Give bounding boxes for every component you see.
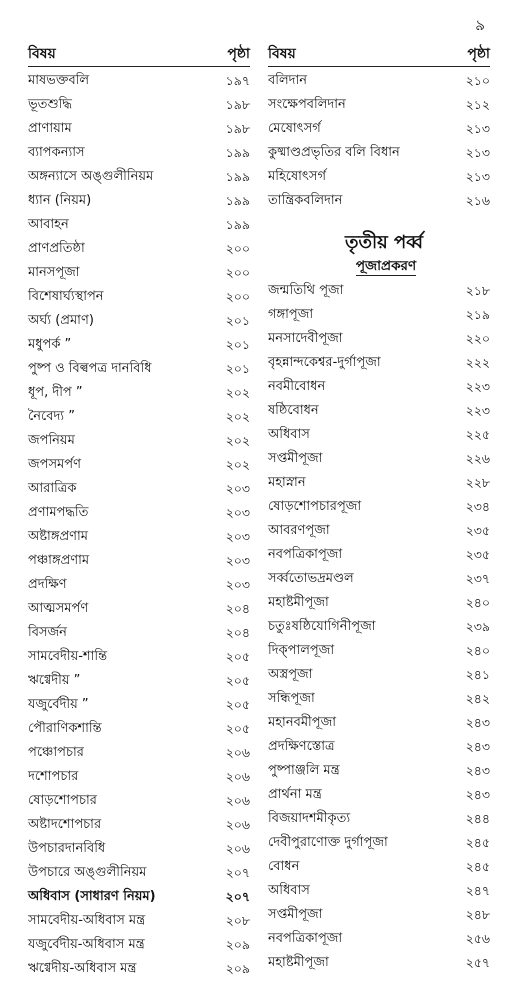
toc-entry: [28, 309, 250, 333]
entry-page: ২২৬: [465, 451, 490, 466]
entry-title: পুষ্প ও বিল্বপত্র দানবিধি: [28, 361, 152, 376]
entry-title: প্রাণায়াম: [28, 121, 72, 136]
entry-title: বৃহন্নান্দকেশ্বর-দুর্গাপূজা: [268, 355, 381, 370]
entry-title: বিসর্জন: [28, 625, 67, 640]
entry-title: মানসপূজা: [28, 265, 80, 280]
entry-title: আবরণপূজা: [268, 523, 330, 538]
entry-title: মাষভক্তবলি: [28, 73, 90, 88]
entry-page: ২০৬: [225, 817, 250, 832]
toc-entry: [28, 237, 250, 261]
toc-entry: [28, 117, 250, 141]
entry-page: ১৯৯: [225, 193, 250, 208]
entry-page: ২০৯: [225, 937, 250, 952]
entry-page: ২০১: [225, 337, 250, 352]
toc-entry: [268, 591, 490, 615]
entry-title: পৌরাণিকশান্তি: [28, 721, 102, 736]
toc-entry: [268, 543, 490, 567]
subject-header: বিষয়: [28, 46, 56, 62]
toc-entry: [28, 645, 250, 669]
toc-entry: [28, 861, 250, 885]
toc-entry: [28, 933, 250, 957]
toc-entry: [268, 615, 490, 639]
entry-title: আত্মসমর্পণ: [28, 601, 89, 616]
left-column-header: [28, 42, 250, 69]
entry-page: ১৯৮: [225, 97, 250, 112]
entry-page: ২০৭: [225, 889, 250, 904]
toc-entry: [28, 381, 250, 405]
entry-page: ২০৬: [225, 769, 250, 784]
entry-page: ২১৮: [465, 283, 490, 298]
entry-title: প্রণামপদ্ধতি: [28, 505, 89, 520]
entry-title: দেবীপুরাণোক্ত দুর্গাপূজা: [268, 835, 388, 850]
entry-page: ২২৩: [465, 379, 490, 394]
entry-page: ২২৫: [465, 427, 490, 442]
entry-page: ২১২: [465, 97, 490, 112]
entry-title: তান্ত্রিকবলিদান: [268, 193, 343, 208]
right-bottom-entry-list: [268, 279, 490, 975]
entry-title: ঋগ্বেদীয় ”: [28, 673, 81, 688]
toc-entry: [28, 549, 250, 573]
toc-entry: [28, 189, 250, 213]
toc-entry: [28, 429, 250, 453]
entry-page: ২০৫: [225, 649, 250, 664]
entry-page: ২৪৫: [465, 859, 490, 874]
entry-page: ২৪১: [465, 667, 490, 682]
toc-entry: [28, 717, 250, 741]
entry-page: ২২৮: [465, 475, 490, 490]
entry-title: মহাষ্টমীপূজা: [268, 595, 329, 610]
entry-title: ধ্যান (নিয়ম): [28, 193, 92, 208]
right-top-entry-list: [268, 69, 490, 213]
toc-entry: [28, 69, 250, 93]
entry-title: সর্ব্বতোভদ্রমণ্ডল: [268, 571, 354, 586]
entry-title: ভূতশুদ্ধি: [28, 97, 72, 112]
toc-entry: [28, 621, 250, 645]
toc-entry: [268, 687, 490, 711]
toc-entry: [268, 375, 490, 399]
toc-entry: [28, 525, 250, 549]
entry-page: ২০৪: [225, 601, 250, 616]
entry-page: ২১৬: [465, 193, 490, 208]
entry-title: পঞ্চাঙ্গপ্রণাম: [28, 553, 90, 568]
toc-entry: [268, 927, 490, 951]
toc-entry: [28, 669, 250, 693]
entry-page: ২০৩: [225, 577, 250, 592]
entry-title: অধিবাস: [268, 883, 310, 898]
entry-page: ১৯৯: [225, 169, 250, 184]
entry-page: ২০৮: [225, 913, 250, 928]
toc-entry: [28, 909, 250, 933]
entry-page: ২৩৭: [465, 571, 490, 586]
entry-title: মেষোৎসর্গ: [268, 121, 321, 136]
toc-entry: [28, 453, 250, 477]
entry-page: ২০৫: [225, 673, 250, 688]
entry-title: প্রার্থনা মন্ত্র: [268, 787, 322, 802]
page-header: পৃষ্ঠা: [227, 46, 250, 62]
toc-entry: [28, 477, 250, 501]
toc-entry: [28, 93, 250, 117]
entry-title: ঋগ্বেদীয়-অধিবাস মন্ত্র: [28, 961, 137, 976]
entry-title: নবমীবোধন: [268, 379, 326, 394]
entry-title: অঙ্গন্যাসে অঙ্গুলীনিয়ম: [28, 169, 154, 184]
entry-title: জপনিয়ম: [28, 433, 75, 448]
toc-entry: [268, 639, 490, 663]
entry-page: ২১০: [465, 73, 490, 88]
entry-title: বিজয়াদশমীকৃত্য: [268, 811, 351, 826]
entry-title: বোধন: [268, 859, 300, 874]
entry-title: গঙ্গাপূজা: [268, 307, 314, 322]
entry-page: ২০৭: [225, 865, 250, 880]
entry-page: ২৪৩: [465, 787, 490, 802]
toc-entry: [268, 879, 490, 903]
toc-entry: [28, 405, 250, 429]
entry-page: ২০১: [225, 361, 250, 376]
entry-page: ২০৯: [225, 961, 250, 976]
entry-page: ২০৩: [225, 529, 250, 544]
entry-title: জপসমর্পণ: [28, 457, 81, 472]
entry-page: ২০৫: [225, 721, 250, 736]
entry-title: অষ্টাদশোপচার: [28, 817, 102, 832]
entry-page: ২০৪: [225, 625, 250, 640]
toc-entry: [268, 141, 490, 165]
toc-entry: [28, 813, 250, 837]
toc-entry: [268, 327, 490, 351]
entry-title: নৈবেদ্য ”: [28, 409, 75, 424]
toc-entry: [28, 285, 250, 309]
toc-entry: [268, 759, 490, 783]
entry-title: নবপত্রিকাপূজা: [268, 547, 343, 562]
entry-title: অষ্টাঙ্গপ্রণাম: [28, 529, 88, 544]
entry-page: ২৫৭: [465, 955, 490, 970]
toc-entry: [268, 831, 490, 855]
toc-entry: [28, 597, 250, 621]
entry-page: ২১৩: [465, 145, 490, 160]
toc-entry: [268, 117, 490, 141]
entry-title: আবাহন: [28, 217, 69, 232]
entry-page: ২৪৭: [465, 883, 490, 898]
entry-page: ১৯৯: [225, 217, 250, 232]
entry-page: ২১৯: [465, 307, 490, 322]
toc-entry: [268, 399, 490, 423]
entry-title: মহাস্নান: [268, 475, 306, 490]
entry-title: অধিবাস (সাধারণ নিয়ম): [28, 889, 156, 904]
toc-entry: [268, 303, 490, 327]
toc-entry: [268, 735, 490, 759]
entry-title: ব্যাপকন্যাস: [28, 145, 85, 160]
toc-entry: [268, 783, 490, 807]
toc-entry: [268, 951, 490, 975]
entry-title: বিশেষার্ঘ্যস্থাপন: [28, 289, 104, 304]
toc-entry: [268, 519, 490, 543]
entry-page: ২১৩: [465, 121, 490, 136]
entry-title: অধিবাস: [268, 427, 310, 442]
entry-page: ২০৩: [225, 553, 250, 568]
entry-title: উপচারদানবিধি: [28, 841, 106, 856]
entry-page: ১৯৭: [225, 73, 250, 88]
toc-entry: [28, 141, 250, 165]
entry-title: ধূপ, দীপ ”: [28, 385, 83, 400]
entry-title: বলিদান: [268, 73, 307, 88]
toc-entry: [268, 903, 490, 927]
toc-entry: [28, 213, 250, 237]
page-number: ৯: [475, 16, 485, 34]
entry-title: প্রদক্ষিণ: [28, 577, 67, 592]
part-title: তৃতীয় পর্ব্ব: [344, 232, 423, 253]
toc-entry: [28, 741, 250, 765]
entry-title: চতুঃষষ্ঠিযোগিনীপূজা: [268, 619, 376, 634]
entry-page: ২০৬: [225, 841, 250, 856]
entry-page: ২০০: [225, 241, 250, 256]
entry-title: পুষ্পাঞ্জলি মন্ত্র: [268, 763, 340, 778]
entry-title: মহানবমীপূজা: [268, 715, 336, 730]
entry-page: ২১৩: [465, 169, 490, 184]
entry-page: ১৯৯: [225, 145, 250, 160]
entry-title: মধুপর্ক ”: [28, 337, 72, 352]
toc-entry: [28, 957, 250, 981]
left-entry-list: [28, 69, 250, 981]
entry-title: উপচারে অঙ্গুলীনিয়ম: [28, 865, 147, 880]
part-subtitle: পূজাপ্রকরণ: [355, 258, 417, 274]
entry-title: জন্মতিথি পূজা: [268, 283, 344, 298]
entry-page: ২৪২: [465, 691, 490, 706]
entry-page: ২০২: [225, 409, 250, 424]
entry-title: দশোপচার: [28, 769, 79, 784]
entry-page: ২০২: [225, 457, 250, 472]
entry-page: ২০১: [225, 313, 250, 328]
entry-title: ষষ্ঠিবোধন: [268, 403, 319, 418]
toc-entry: [268, 279, 490, 303]
subject-header: বিষয়: [268, 46, 296, 62]
toc-entry: [268, 807, 490, 831]
entry-page: ২০২: [225, 433, 250, 448]
toc-entry: [28, 573, 250, 597]
entry-title: সামবেদীয়-শান্তি: [28, 649, 108, 664]
entry-page: ২৪৮: [465, 907, 490, 922]
entry-title: মনসাদেবীপূজা: [268, 331, 343, 346]
entry-title: সন্ধিপূজা: [268, 691, 315, 706]
entry-page: ২৩৯: [465, 619, 490, 634]
entry-title: দিক্‌পালপূজা: [268, 643, 335, 658]
toc-entry: [28, 765, 250, 789]
entry-page: ২৪৪: [465, 811, 490, 826]
entry-page: ১৯৮: [225, 121, 250, 136]
toc-entry: [268, 855, 490, 879]
toc-entry: [28, 693, 250, 717]
entry-title: মহাষ্টমীপূজা: [268, 955, 329, 970]
toc-entry: [268, 69, 490, 93]
entry-page: ২০৬: [225, 745, 250, 760]
toc-entry: [28, 357, 250, 381]
entry-title: কুষ্মাণ্ডপ্রভৃতির বলি বিধান: [268, 145, 400, 160]
entry-page: ২৪৩: [465, 739, 490, 754]
toc-entry: [28, 885, 250, 909]
entry-title: সপ্তমীপূজা: [268, 451, 323, 466]
entry-page: ২৪৩: [465, 763, 490, 778]
entry-title: পঞ্চোপচার: [28, 745, 84, 760]
entry-page: ২০৬: [225, 793, 250, 808]
toc-entry: [268, 447, 490, 471]
toc-entry: [268, 165, 490, 189]
right-column: [268, 42, 490, 975]
toc-entry: [28, 501, 250, 525]
entry-page: ২৩৪: [465, 499, 490, 514]
toc-entry: [28, 837, 250, 861]
entry-page: ২০০: [225, 289, 250, 304]
toc-entry: [268, 495, 490, 519]
entry-title: ষোড়শোপচারপূজা: [268, 499, 362, 514]
entry-page: ২০০: [225, 265, 250, 280]
toc-entry: [268, 567, 490, 591]
toc-entry: [28, 165, 250, 189]
entry-title: নবপত্রিকাপূজা: [268, 931, 343, 946]
entry-title: প্রাণপ্রতিষ্ঠা: [28, 241, 85, 256]
entry-page: ২০৩: [225, 505, 250, 520]
entry-title: ষোড়শোপচার: [28, 793, 97, 808]
entry-title: যজুর্বেদীয়-অধিবাস মন্ত্র: [28, 937, 145, 952]
toc-entry: [268, 471, 490, 495]
toc-entry: [28, 789, 250, 813]
toc-entry: [268, 663, 490, 687]
entry-title: সংক্ষেপবলিদান: [268, 97, 346, 112]
page-header: পৃষ্ঠা: [467, 46, 490, 62]
entry-title: আরাত্রিক: [28, 481, 77, 496]
entry-page: ২২০: [465, 331, 490, 346]
toc-entry: [28, 261, 250, 285]
toc-entry: [268, 351, 490, 375]
entry-page: ২৪০: [465, 643, 490, 658]
entry-title: মহিষোৎসর্গ: [268, 169, 326, 184]
entry-page: ২৩৫: [465, 547, 490, 562]
entry-page: ২৪৩: [465, 715, 490, 730]
entry-page: ২০৫: [225, 697, 250, 712]
entry-page: ২২২: [465, 355, 490, 370]
entry-title: সপ্তমীপূজা: [268, 907, 323, 922]
entry-title: প্রদক্ষিণস্তোত্র: [268, 739, 335, 754]
entry-title: অর্ঘ্য (প্রমাণ): [28, 313, 94, 328]
left-column: [28, 42, 250, 981]
entry-page: ২০২: [225, 385, 250, 400]
toc-entry: [268, 711, 490, 735]
entry-title: অস্ত্রপূজা: [268, 667, 313, 682]
entry-page: ২৪৫: [465, 835, 490, 850]
entry-page: ২০৩: [225, 481, 250, 496]
entry-title: যজুর্বেদীয় ”: [28, 697, 89, 712]
entry-title: সামবেদীয়-অধিবাস মন্ত্র: [28, 913, 146, 928]
entry-page: ২২৩: [465, 403, 490, 418]
toc-entry: [268, 189, 490, 213]
right-column-header: [268, 42, 490, 69]
entry-page: ২৫৬: [465, 931, 490, 946]
toc-entry: [268, 423, 490, 447]
entry-page: ২৪০: [465, 595, 490, 610]
toc-entry: [28, 333, 250, 357]
toc-entry: [268, 93, 490, 117]
entry-page: ২৩৫: [465, 523, 490, 538]
